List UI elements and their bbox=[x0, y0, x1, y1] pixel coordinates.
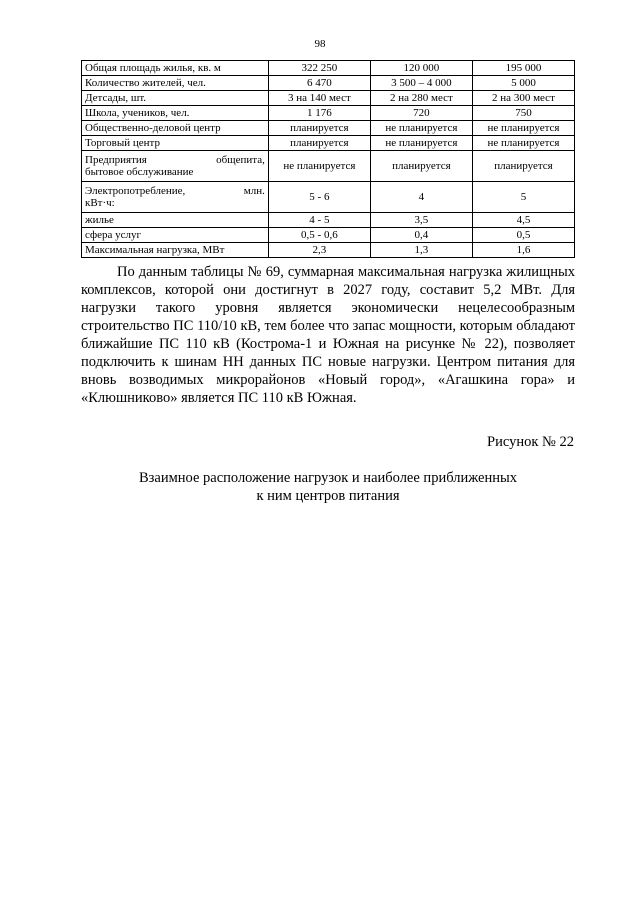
caption-line: Взаимное расположение нагрузок и наиболее приближенных bbox=[138, 470, 517, 486]
table-cell: 5 - 6 bbox=[268, 182, 370, 213]
row-label-line bbox=[85, 154, 265, 166]
table-cell: 6 470 bbox=[268, 76, 370, 91]
row-label: Общественно-деловой центр bbox=[82, 121, 269, 136]
table-cell: 2 на 280 мест bbox=[370, 91, 472, 106]
figure-caption bbox=[81, 469, 575, 505]
table-cell: 1 176 bbox=[268, 106, 370, 121]
table-cell: 5 000 bbox=[472, 76, 574, 91]
row-label-part: кВт·ч: bbox=[85, 197, 115, 209]
table-cell: 0,5 bbox=[472, 228, 574, 243]
table-cell: не планируется bbox=[370, 136, 472, 151]
table-row bbox=[82, 91, 575, 106]
table-cell: планируется bbox=[472, 151, 574, 182]
table-cell: не планируется bbox=[472, 121, 574, 136]
row-label: сфера услуг bbox=[82, 228, 269, 243]
table-cell: 1,3 bbox=[370, 243, 472, 258]
table-row bbox=[82, 151, 575, 182]
table-cell: планируется bbox=[268, 121, 370, 136]
row-label-part: млн. bbox=[243, 185, 265, 197]
row-label bbox=[82, 182, 269, 213]
table-cell: 0,5 - 0,6 bbox=[268, 228, 370, 243]
row-label: Максимальная нагрузка, МВт bbox=[82, 243, 269, 258]
table-cell: 1,6 bbox=[472, 243, 574, 258]
figure-number: Рисунок № 22 bbox=[487, 434, 574, 450]
table-cell: планируется bbox=[268, 136, 370, 151]
body-paragraph: По данным таблицы № 69, суммарная максимальная нагрузка жилищных комплексов, которой они достигнут в 2027 году, составит 5,2 МВт. Для нагрузки такого уровня является экономически нецелесообразным строительство ПС 110/10 кВ, тем более что запас мощности, которым обладают ближайшие ПС 110 кВ (Кострома-1 и Южная на рисунке № 22), позволяет подключить к шинам НН данных ПС новые нагрузки. Центром питания для вновь возводимых микрорайонов «Новый город», «Агашкина гора» и «Клюшниково» является ПС 110 кВ Южная. bbox=[81, 264, 575, 406]
table-cell: планируется bbox=[370, 151, 472, 182]
table-row bbox=[82, 61, 575, 76]
table-row bbox=[82, 213, 575, 228]
table-cell: 4 - 5 bbox=[268, 213, 370, 228]
table-cell: не планируется bbox=[472, 136, 574, 151]
table-row bbox=[82, 106, 575, 121]
table-cell: не планируется bbox=[268, 151, 370, 182]
row-label: Торговый центр bbox=[82, 136, 269, 151]
table-cell: 195 000 bbox=[472, 61, 574, 76]
row-label-part: общепита, bbox=[216, 154, 265, 166]
row-label-part: Электропотребление, bbox=[85, 185, 186, 197]
row-label-part: бытовое обслуживание bbox=[85, 166, 194, 178]
row-label: Школа, учеников, чел. bbox=[82, 106, 269, 121]
table-cell: 5 bbox=[472, 182, 574, 213]
row-label-part: Предприятия bbox=[85, 154, 147, 166]
table-cell: 3 на 140 мест bbox=[268, 91, 370, 106]
table-row bbox=[82, 136, 575, 151]
row-label: Детсады, шт. bbox=[82, 91, 269, 106]
table-row bbox=[82, 228, 575, 243]
table-cell: 322 250 bbox=[268, 61, 370, 76]
page-number: 98 bbox=[314, 38, 326, 50]
table-cell: не планируется bbox=[370, 121, 472, 136]
table-row bbox=[82, 76, 575, 91]
table-cell: 2 на 300 мест bbox=[472, 91, 574, 106]
table-row bbox=[82, 121, 575, 136]
table-cell: 3 500 – 4 000 bbox=[370, 76, 472, 91]
table-cell: 4,5 bbox=[472, 213, 574, 228]
row-label-line bbox=[85, 185, 265, 197]
table-cell: 120 000 bbox=[370, 61, 472, 76]
table-cell: 2,3 bbox=[268, 243, 370, 258]
table-cell: 3,5 bbox=[370, 213, 472, 228]
table-cell: 4 bbox=[370, 182, 472, 213]
row-label: Общая площадь жилья, кв. м bbox=[82, 61, 269, 76]
table-cell: 720 bbox=[370, 106, 472, 121]
load-table bbox=[81, 60, 575, 258]
table-row bbox=[82, 243, 575, 258]
row-label bbox=[82, 151, 269, 182]
row-label: Количество жителей, чел. bbox=[82, 76, 269, 91]
table-cell: 0,4 bbox=[370, 228, 472, 243]
table-cell: 750 bbox=[472, 106, 574, 121]
caption-line: к ним центров питания bbox=[256, 488, 400, 504]
row-label: жилье bbox=[82, 213, 269, 228]
table-row bbox=[82, 182, 575, 213]
